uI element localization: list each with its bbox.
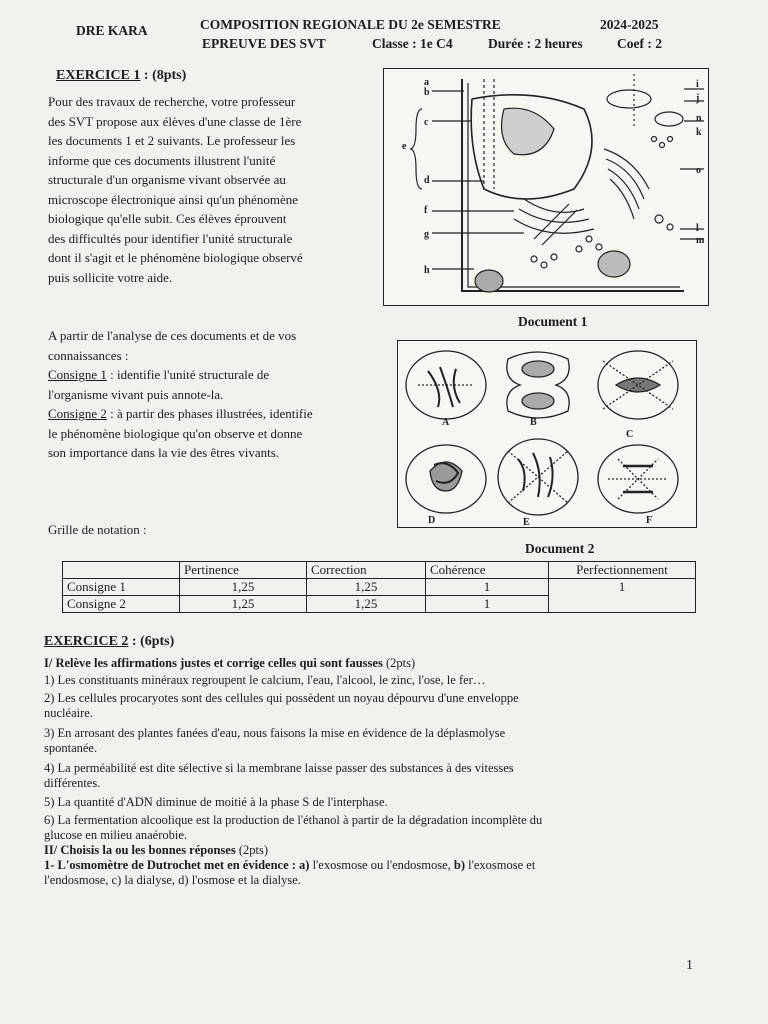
list-item: spontanée. [44, 741, 98, 755]
ex1-title [56, 68, 186, 84]
consigne-2-label: Consigne 2 [48, 406, 107, 421]
doc1-label: a [424, 77, 429, 88]
row-label: Consigne 1 [63, 579, 180, 596]
ex1-intro-line: les documents 1 et 2 suivants. Le professeur les [48, 133, 296, 148]
cell-correction: 1,25 [307, 596, 426, 613]
q1-option-a-text: l'exosmose ou l'endosmose, [309, 858, 451, 872]
doc1-label: e [402, 141, 407, 152]
grading-table [62, 561, 696, 613]
grading-header-cell: Perfectionnement [549, 562, 696, 579]
document-1-caption: Document 1 [518, 314, 588, 329]
doc1-label: n [696, 113, 702, 124]
document-2-figure [397, 340, 697, 528]
ex2-title [44, 634, 174, 650]
ex1-points: : (8pts) [140, 68, 187, 83]
consigne-1-text: : identifie l'unité structurale de [106, 367, 270, 382]
ex2-part1 [44, 656, 734, 888]
q1-bold: 1- L'osmomètre de Dutrochet met en évidence : [44, 858, 296, 872]
cell-pertinence: 1,25 [180, 596, 307, 613]
list-item: 1) Les constituants minéraux regroupent le calcium, l'eau, l'alcool, le zinc, l'ose, le fer… [44, 673, 486, 687]
mitosis-phases-drawing [398, 341, 696, 527]
ex1-intro-line: puis sollicite votre aide. [48, 269, 173, 285]
part1-heading [44, 656, 734, 671]
doc1-label: b [424, 87, 430, 98]
part2-pts: (2pts) [235, 843, 269, 857]
list-item: 5) La quantité d'ADN diminue de moitié à la phase S de l'interphase. [44, 795, 388, 809]
grille-label: Grille de notation : [48, 522, 147, 537]
list-item: 3) En arrosant des plantes fanées d'eau, nous faisons la mise en évidence de la déplasmolyse [44, 726, 506, 740]
document-1-figure [383, 68, 709, 306]
doc1-label: i [696, 79, 699, 90]
ex1-intro-line: structurale d'un organisme vivant observée au [48, 172, 286, 187]
consigne-1 [48, 365, 383, 385]
doc1-label: m [696, 235, 705, 246]
table-row [63, 579, 696, 596]
doc2-label-e: E [523, 517, 530, 528]
cell-coherence: 1 [426, 579, 549, 596]
doc1-label: g [424, 229, 429, 240]
doc1-label: f [424, 205, 428, 216]
cell-perfectionnement: 1 [549, 579, 696, 613]
doc2-label-a: A [442, 417, 450, 428]
part2-heading [44, 843, 734, 858]
q1-option-b: b) [450, 858, 465, 872]
list-item: 2) Les cellules procaryotes sont des cellules qui possèdent un noyau dépourvu d'une enveloppe [44, 691, 519, 705]
consigne-2-text: : à partir des phases illustrées, identifie [106, 406, 313, 421]
doc1-label: k [696, 127, 702, 138]
cell-coherence: 1 [426, 596, 549, 613]
doc1-label: c [424, 117, 429, 128]
doc1-label: d [424, 175, 430, 186]
list-item: nucléaire. [44, 706, 93, 720]
question-1-line2: l'endosmose, c) la dialyse, d) l'osmose et la dialyse. [44, 873, 301, 887]
header-left: DRE KARA [76, 23, 148, 38]
ex1-consignes [48, 326, 383, 463]
list-item: 4) La perméabilité est dite sélective si la membrane laisse passer des substances à des vitesses [44, 761, 514, 775]
cell-correction: 1,25 [307, 579, 426, 596]
consigne-1-line2: l'organisme vivant puis annote-la. [48, 386, 224, 402]
analyse-line: connaissances : [48, 347, 129, 363]
ex1-intro-line: informe que ces documents illustrent l'unité [48, 152, 276, 168]
list-item: 6) La fermentation alcoolique est la production de l'éthanol à partir de la dégradation incomplète du [44, 813, 543, 827]
header-title-line2: EPREUVE DES SVT [202, 36, 326, 51]
doc2-label-f: F [646, 515, 653, 526]
ex1-intro-line: microscope électronique ainsi qu'un phénomène [48, 191, 298, 207]
header-classe: Classe : 1e C4 [372, 36, 453, 51]
consigne-2 [48, 404, 383, 424]
header-year: 2024-2025 [600, 17, 659, 32]
doc1-label: j [696, 93, 700, 104]
doc1-label: h [424, 265, 430, 276]
document-2-caption: Document 2 [525, 541, 595, 556]
ex2-points: : (6pts) [128, 634, 175, 649]
grading-header-cell: Pertinence [180, 562, 307, 579]
grading-header-cell: Correction [307, 562, 426, 579]
ex1-intro-line: dont il s'agit et le phénomène biologique observé [48, 250, 303, 265]
cell-ultrastructure-drawing [384, 69, 708, 305]
part2-title: II/ Choisis la ou les bonnes réponses [44, 843, 236, 857]
q1-option-a: a) [295, 858, 310, 872]
ex1-intro-line: des difficultés pour identifier l'unité structurale [48, 230, 293, 246]
q1-option-b-text: l'exosmose et [465, 858, 536, 872]
row-label: Consigne 2 [63, 596, 180, 613]
doc2-label-d: D [428, 515, 436, 526]
header-coef: Coef : 2 [617, 36, 662, 51]
header-duree: Durée : 2 heures [488, 36, 583, 51]
consigne-2-line: le phénomène biologique qu'on observe et donne [48, 425, 303, 441]
list-item: différentes. [44, 776, 101, 790]
header-title-line1: COMPOSITION REGIONALE DU 2e SEMESTRE [200, 17, 501, 32]
ex1-intro-line: Pour des travaux de recherche, votre professeur [48, 94, 296, 109]
list-item: glucose en milieu anaérobie. [44, 828, 187, 842]
consigne-2-line: son importance dans la vie des êtres vivants. [48, 445, 280, 460]
doc2-label-b: B [530, 417, 537, 428]
ex2-title-text: EXERCICE 2 [44, 634, 129, 649]
doc1-label: l [696, 223, 699, 234]
ex1-intro-line: biologique qu'elle subit. Ces élèves éprouvent [48, 211, 287, 226]
doc1-label: o [696, 165, 701, 176]
ex1-intro [48, 92, 378, 287]
part1-title: I/ Relève les affirmations justes et corrige celles qui sont fausses [44, 656, 383, 670]
grading-header-cell: Cohérence [426, 562, 549, 579]
cell-pertinence: 1,25 [180, 579, 307, 596]
doc2-label-c: C [626, 429, 634, 440]
consigne-1-label: Consigne 1 [48, 367, 107, 382]
part1-pts: (2pts) [382, 656, 416, 670]
question-1 [44, 858, 734, 873]
page-number: 1 [686, 958, 693, 973]
ex1-title-text: EXERCICE 1 [56, 68, 141, 83]
grading-table-header [63, 562, 696, 579]
grading-header-cell [63, 562, 180, 579]
analyse-line: A partir de l'analyse de ces documents et de vos [48, 328, 297, 343]
ex1-intro-line: des SVT propose aux élèves d'une classe de 1ère [48, 113, 302, 129]
